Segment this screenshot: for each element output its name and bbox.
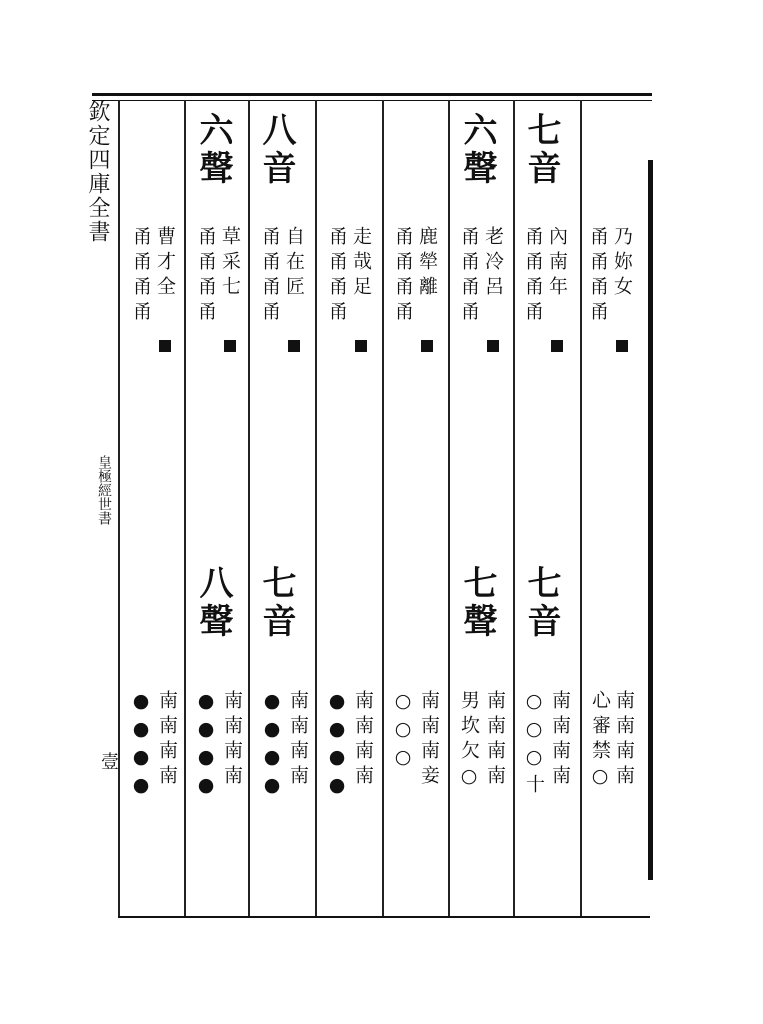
lower-marks-col5: ●●●● [326,690,348,802]
edge-title: 欽定四庫全書 [85,100,110,244]
square-mark [355,340,367,352]
heading-six-sounds: 六聲 [457,112,497,188]
heading-eight-sounds-lower: 八聲 [193,565,233,641]
square-mark [487,340,499,352]
lower-marks-col3: 男坎欠○ [458,690,480,793]
frame-top-rule-inner [92,100,652,101]
column-divider [580,100,582,916]
lower-south-col3: 南南南南 [484,690,506,790]
frame-right-rule [648,160,653,880]
lower-marks-col8: ●●●● [130,690,152,802]
edge-subtitle: 皇極經世書 [96,455,112,525]
upper-glyphs-col7: 甬甬甬甬 [195,226,217,326]
folio-number: 壹 [98,752,119,770]
upper-chars-col5: 走哉足 [350,226,372,301]
heading-six-sounds-2: 六聲 [193,112,233,188]
upper-glyphs-col1: 甬甬甬甬 [587,226,609,326]
lower-south-col1: 南南南南 [613,690,635,790]
square-mark [551,340,563,352]
lower-south-col4: 南南南妾 [418,690,440,790]
column-divider [448,100,450,916]
heading-seven-sounds-lower: 七聲 [457,565,497,641]
upper-glyphs-col2: 甬甬甬甬 [522,226,544,326]
heading-seven-tones-lower: 七音 [521,565,561,641]
lower-south-col5: 南南南南 [352,690,374,790]
square-mark [421,340,433,352]
upper-chars-col1: 乃妳女 [611,226,633,301]
frame-top-rule [92,93,652,96]
upper-chars-col4: 鹿犖離 [416,226,438,301]
upper-chars-col3: 老冷呂 [482,226,504,301]
lower-marks-col4: ○○○ [392,690,414,774]
upper-glyphs-col6: 甬甬甬甬 [259,226,281,326]
lower-marks-col7: ●●●● [195,690,217,802]
square-mark [159,340,171,352]
lower-marks-col6: ●●●● [261,690,283,802]
column-divider [315,100,317,916]
frame-bottom-rule [118,916,650,918]
heading-eight-tones: 八音 [256,112,296,188]
lower-marks-col2: ○○○十 [523,690,545,799]
column-divider [248,100,250,916]
heading-seven-tones-lower-2: 七音 [256,565,296,641]
upper-chars-col7: 草采七 [219,226,241,301]
column-divider [513,100,515,916]
square-mark [288,340,300,352]
upper-glyphs-col5: 甬甬甬甬 [326,226,348,326]
lower-marks-col1: 心審禁○ [589,690,611,793]
lower-south-col6: 南南南南 [287,690,309,790]
square-mark [616,340,628,352]
upper-glyphs-col3: 甬甬甬甬 [458,226,480,326]
lower-south-col7: 南南南南 [221,690,243,790]
upper-chars-col8: 曹才全 [154,226,176,301]
column-divider [184,100,186,916]
square-mark [224,340,236,352]
upper-glyphs-col4: 甬甬甬甬 [392,226,414,326]
lower-south-col8: 南南南南 [156,690,178,790]
upper-glyphs-col8: 甬甬甬甬 [130,226,152,326]
heading-seven-tones: 七音 [521,112,561,188]
lower-south-col2: 南南南南 [549,690,571,790]
upper-chars-col2: 內南年 [546,226,568,301]
upper-chars-col6: 自在匠 [283,226,305,301]
column-divider [382,100,384,916]
